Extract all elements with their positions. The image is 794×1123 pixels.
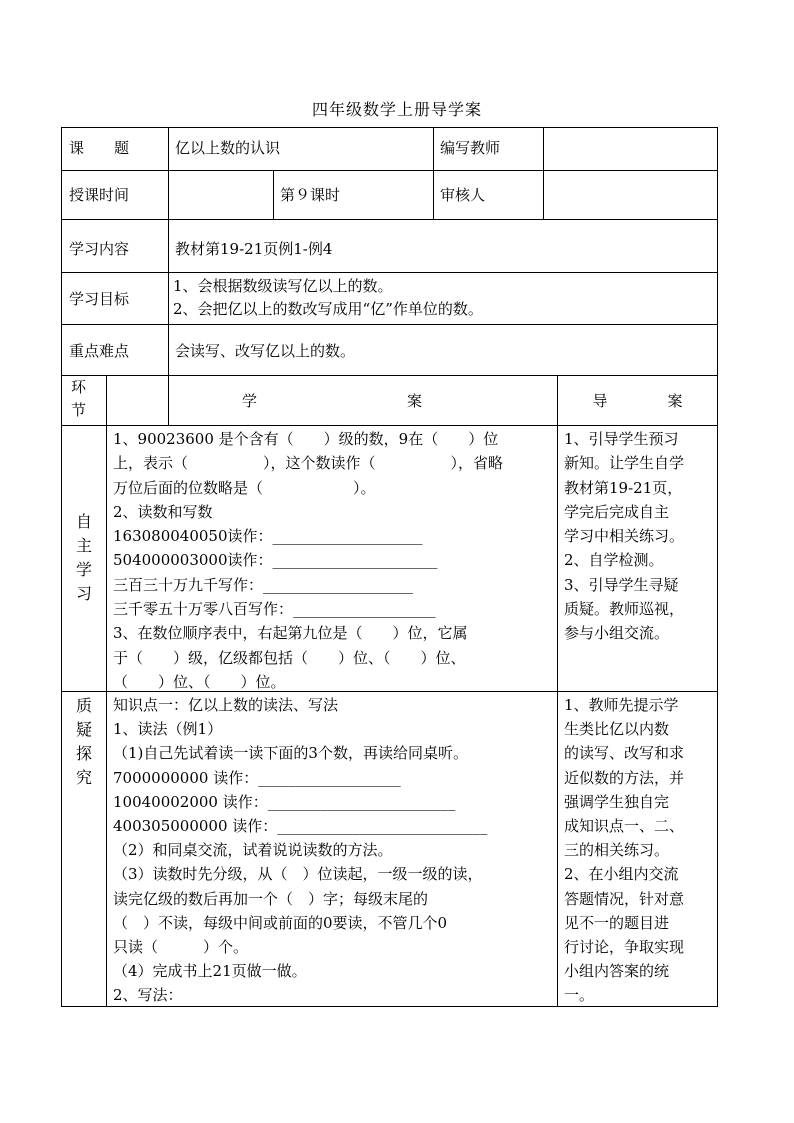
guide-line: 一。	[564, 986, 595, 1005]
content-line: （2）和同桌交流，试着说说读数的方法。	[113, 841, 393, 860]
row-divider	[61, 219, 718, 220]
guide-line: 学习中相关练习。	[564, 527, 685, 546]
row-divider	[61, 425, 718, 426]
content-line: 于（ ）级，亿级都包括（ ）位、（ ）位、	[113, 648, 466, 667]
content-value: 教材第19-21页例1-例4	[175, 240, 333, 258]
section-header-line: 环	[71, 378, 87, 396]
time-label: 授课时间	[69, 186, 130, 204]
goal-lines	[173, 275, 483, 321]
guide-line: 2、在小组内交流	[564, 865, 679, 884]
content-line: （1)自己先试着读一读下面的3个数，再读给同桌听。	[113, 744, 468, 763]
self-study-label	[72, 510, 96, 606]
inquiry-label	[72, 694, 96, 790]
guide-line: 1、教师先提示学	[564, 696, 679, 714]
inquiry-content	[113, 693, 487, 1008]
col-divider	[543, 127, 544, 219]
label-char: 习	[75, 584, 92, 603]
guide-line: 三的相关练习。	[564, 841, 670, 860]
guide-line: 学完后完成自主	[564, 502, 670, 521]
section-header-line: 节	[71, 401, 87, 419]
guide-line: 参与小组交流。	[564, 624, 670, 643]
table-border	[717, 127, 718, 1007]
topic-label: 课 题	[69, 139, 130, 157]
guide-line: 质疑。教师巡视，	[564, 600, 685, 619]
label-char: 自	[75, 512, 92, 531]
content-line: 上，表示（ ），这个数读作（ ），省略	[113, 454, 504, 473]
self-study-content	[113, 427, 503, 694]
row-divider	[61, 375, 718, 376]
content-line: 三百三十万九千写作：____________________	[113, 575, 414, 594]
label-char: 学	[75, 560, 92, 579]
label-char: 探	[75, 744, 92, 763]
content-line: 只读（ ）个。	[113, 938, 249, 957]
section-column-header	[71, 376, 86, 422]
inquiry-guide	[564, 693, 684, 1008]
col-divider	[273, 170, 274, 219]
guide-line: 生类比亿以内数	[564, 720, 670, 739]
period-value: 第９课时	[280, 186, 341, 204]
content-line: 3、在数位顺序表中，右起第九位是（ ）位，它属	[113, 624, 468, 643]
label-char: 主	[75, 536, 92, 555]
key-label: 重点难点	[69, 342, 130, 360]
table-border	[61, 127, 718, 128]
content-line: （ ）位、（ ）位。	[113, 672, 286, 691]
guide-line: 见不一的题目进	[564, 913, 670, 932]
content-line: 400305000000 读作：____________________________	[113, 817, 488, 836]
row-divider	[61, 324, 718, 325]
content-line: 三千零五十万零八百写作：___________________	[113, 600, 436, 619]
content-line: 7000000000 读作：___________________	[113, 768, 401, 787]
guide-line: 新知。让学生自学	[564, 454, 685, 473]
guide-line: 近似数的方法，并	[564, 768, 685, 787]
col-divider	[433, 127, 434, 219]
reviewer-label: 审核人	[440, 186, 486, 204]
topic-value: 亿以上数的认识	[175, 139, 281, 157]
page-title: 四年级数学上册导学案	[311, 100, 482, 119]
label-char: 疑	[75, 720, 92, 739]
goal-line: 2、会把亿以上的数改写成用“亿”作单位的数。	[173, 300, 483, 318]
col-divider	[106, 375, 107, 1006]
lesson-plan-table	[61, 127, 718, 1007]
content-line: 知识点一：亿以上数的读法、写法	[113, 696, 339, 714]
content-line: （4）完成书上21页做一做。	[113, 962, 307, 981]
guide-line: 教材第19-21页，	[564, 478, 683, 497]
label-char: 质	[75, 696, 92, 715]
study-plan-header: 学 案	[241, 392, 422, 410]
content-label: 学习内容	[69, 240, 130, 258]
goal-line: 1、会根据数级读写亿以上的数。	[173, 277, 393, 295]
guide-line: 小组内答案的统	[564, 962, 670, 981]
key-value: 会读写、改写亿以上的数。	[175, 342, 356, 360]
guide-line: 成知识点一、二、	[564, 817, 685, 836]
content-line: 10040002000 读作：_________________________	[113, 792, 456, 811]
col-divider	[168, 127, 169, 425]
row-divider	[61, 170, 718, 171]
label-char: 究	[75, 768, 92, 787]
self-study-guide	[564, 427, 684, 646]
content-line: 万位后面的位数略是（ ）。	[113, 478, 376, 497]
guide-line: 行讨论，争取实现	[564, 938, 685, 957]
content-line: （3）读数时先分级，从（ ）位读起，一级一级的读，	[113, 865, 483, 884]
goal-label: 学习目标	[69, 290, 130, 308]
content-line: （ ）不读，每级中间或前面的0要读，不管几个0	[113, 913, 448, 932]
guide-line: 的读写、改写和求	[564, 744, 685, 763]
guide-line: 2、自学检测。	[564, 551, 664, 570]
guide-header: 导 案	[592, 392, 683, 410]
content-line: 1、读法（例1）	[113, 720, 223, 739]
table-border	[61, 127, 62, 1007]
content-line: 读完亿级的数后再加一个（ ）字；每级末尾的	[113, 889, 429, 908]
content-line: 163080040050读作：____________________	[113, 527, 423, 546]
author-label: 编写教师	[440, 139, 501, 157]
guide-line: 强调学生独自完	[564, 792, 670, 811]
guide-line: 答题情况，针对意	[564, 889, 685, 908]
content-line: 2、读数和写数	[113, 502, 213, 521]
content-line: 2、写法：	[113, 986, 183, 1005]
col-divider	[557, 375, 558, 1006]
content-line: 504000003000读作：______________________	[113, 551, 438, 570]
content-line: 1、90023600 是个含有（ ）级的数，9在（ ）位	[113, 430, 499, 448]
guide-line: 3、引导学生寻疑	[564, 575, 679, 594]
row-divider	[61, 272, 718, 273]
guide-line: 1、引导学生预习	[564, 430, 679, 448]
